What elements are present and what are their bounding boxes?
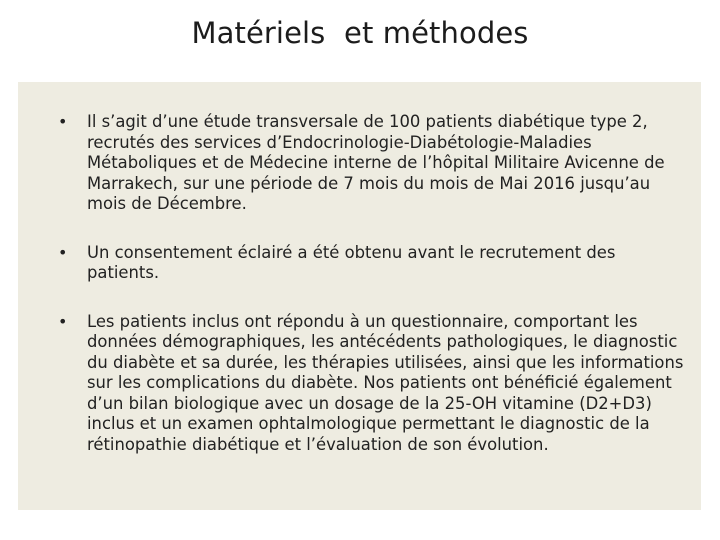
- bullet-marker: •: [58, 311, 68, 331]
- bullet-marker: •: [58, 112, 68, 131]
- bullet-marker: •: [58, 242, 68, 262]
- bullet-text: Un consentement éclairé a été obtenu avant le recrutement des patients.: [87, 242, 616, 282]
- slide-title: Matériels et méthodes: [191, 16, 529, 50]
- bullet-text: Il s’agit d’une étude transversale de 100 patients diabétique type 2, recrutés des services d’Endocrinologie-Diabétologie-Maladies Métaboliques et de Médecine interne de l’hôpital Militaire Avicenne de Marrakech, sur une période de 7 mois du mois de Mai 2016 jusqu’au mois de Décembre.: [87, 112, 665, 213]
- bullet-item-consent: [58, 243, 692, 284]
- content-box: [18, 82, 701, 510]
- bullet-item-study-design: [58, 112, 692, 215]
- bullet-list: [58, 112, 692, 483]
- bullet-text: Les patients inclus ont répondu à un questionnaire, comportant les données démographiques, les antécédents pathologiques, le diagnostic du diabète et sa durée, les thérapies utilisées, ainsi que les informations sur les complications du diabète. Nos patients ont bénéficié également d’un bilan biologique avec un dosage de la 25-OH vitamine (D2+D3) inclus et un examen ophtalmologique permettant le diagnostic de la rétinopathie diabétique et l’évaluation de son évolution.: [87, 311, 684, 454]
- bullet-item-questionnaire: [58, 312, 692, 456]
